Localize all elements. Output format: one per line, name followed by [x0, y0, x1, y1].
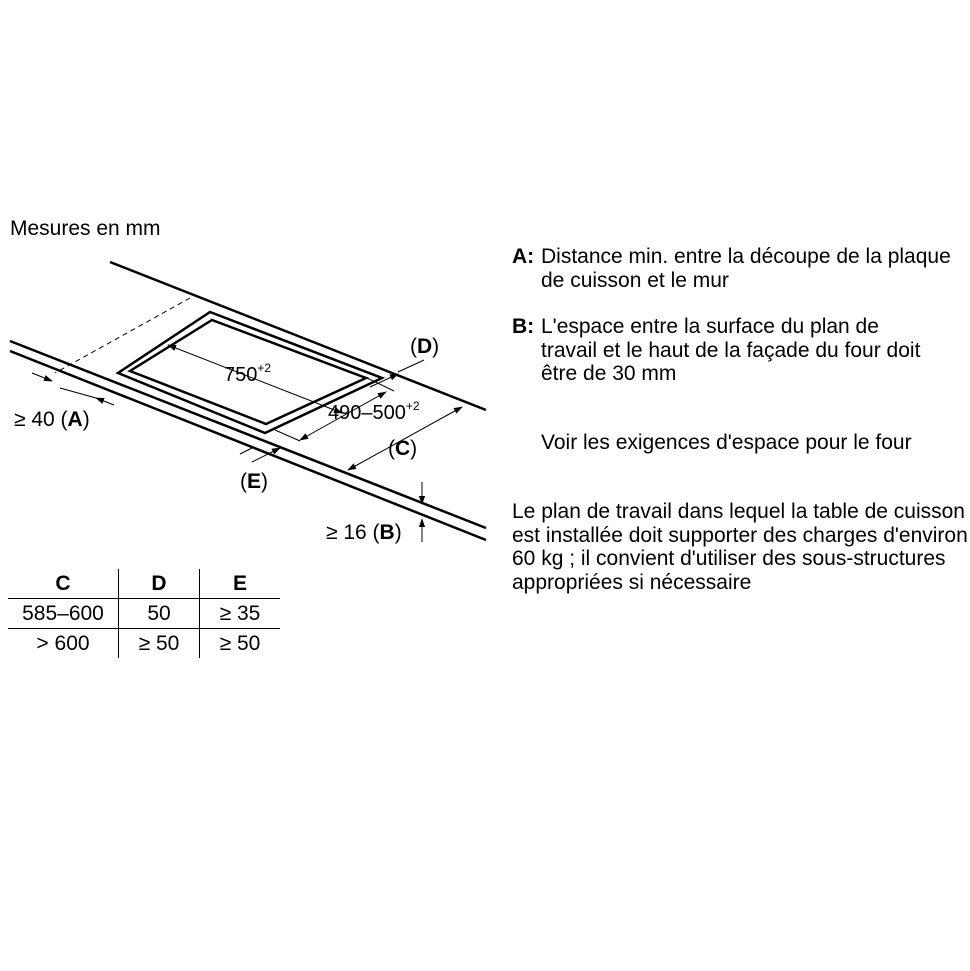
depth-extension-line	[275, 430, 300, 441]
depth-dimension-label: $490-500^{+2}$	[328, 399, 420, 424]
label-d: (D)	[410, 335, 440, 358]
label-a: ≥ 40 (A)	[14, 408, 90, 431]
label-e: (E)	[240, 470, 269, 493]
load-capacity-note: Le plan de travail dans lequel la table de cuisson est installée doit supporter des charges d'environ 60 kg ; il convient d'utiliser des sous-structures appropriées si nécessaire	[512, 500, 968, 594]
table-cell: ≥ 50	[119, 629, 200, 659]
a-arrow-right	[96, 398, 114, 405]
note-a-text: Distance min. entre la découpe de la plaque de cuisson et le mur	[541, 245, 951, 292]
table-cell: 585–600	[8, 599, 119, 629]
width-dimension-label: $750^{+2}$	[224, 361, 272, 386]
table-cell: > 600	[36, 631, 90, 655]
d-leader-line	[398, 360, 424, 372]
table-cell: 50	[119, 599, 200, 629]
table-row	[8, 599, 280, 629]
measurement-unit-caption: Mesures en mm	[10, 217, 161, 240]
a-arrow-left	[32, 373, 52, 381]
dimension-table	[8, 569, 280, 658]
table-header-d: D	[119, 569, 200, 599]
note-a-key: A:	[512, 245, 535, 268]
a-extension-line	[60, 388, 96, 398]
table-cell: ≥ 35	[200, 599, 281, 629]
table-cell: ≥ 50	[200, 629, 281, 659]
dashed-reference-line	[55, 298, 190, 373]
table-header-c: C	[8, 569, 119, 599]
label-c: (C)	[388, 437, 418, 460]
oven-space-note: Voir les exigences d'espace pour le four	[541, 431, 912, 454]
table-header-row	[8, 569, 280, 599]
note-b-text: L'espace entre la surface du plan de travail et le haut de la façade du four doit être de 30 mm	[541, 315, 921, 385]
label-b: ≥ 16 (B)	[326, 521, 402, 544]
cutout-diagram	[0, 0, 500, 560]
table-row	[8, 629, 280, 659]
note-b-key: B:	[512, 315, 535, 338]
table-header-e: E	[200, 569, 281, 599]
e-arrow	[240, 447, 254, 454]
